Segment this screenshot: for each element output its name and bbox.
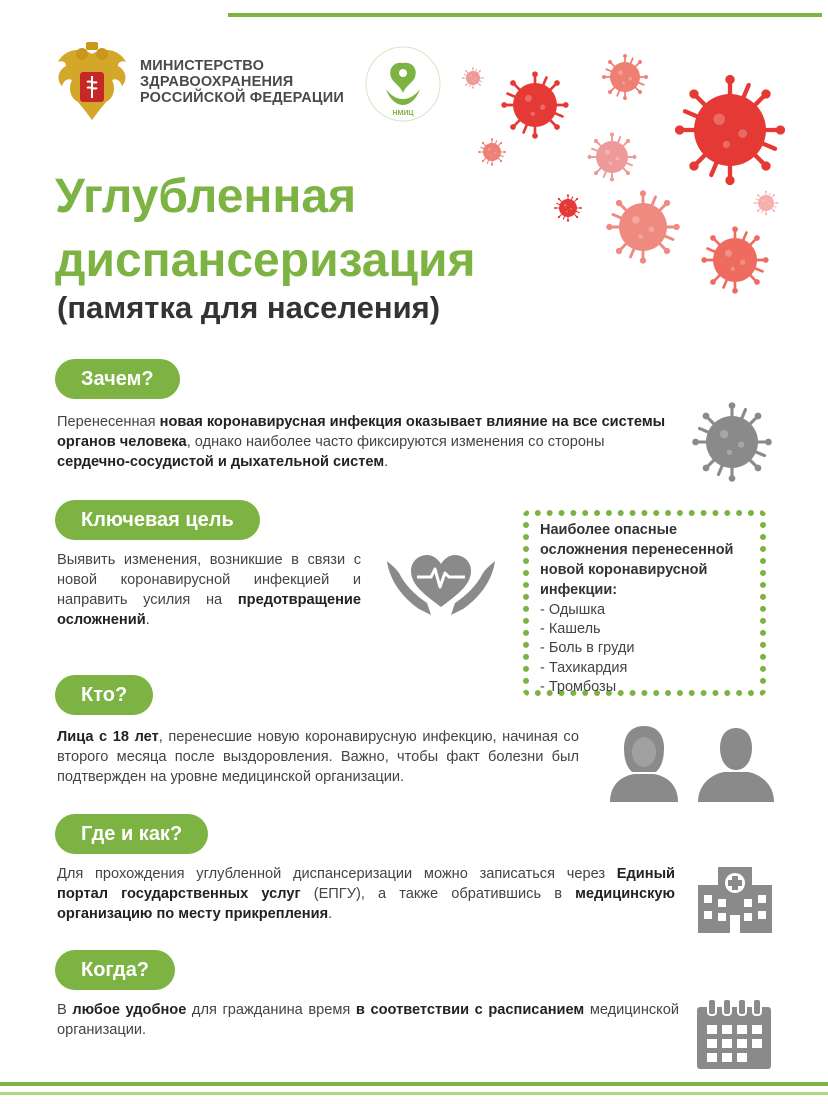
section-when-label: Когда? [55, 950, 175, 990]
text-segment: . [384, 454, 389, 470]
section-who-text [57, 727, 579, 787]
ministry-line: ЗДРАВООХРАНЕНИЯ [140, 74, 294, 90]
emphasized-text: любое удобное [72, 1002, 187, 1018]
section-when-text [57, 1000, 679, 1040]
list-item: - Тромбозы [540, 678, 634, 697]
text-segment: (ЕПГУ), а также обратившись в [300, 886, 576, 902]
text-segment: . [328, 906, 333, 922]
text-segment: , однако наиболее часто фиксируются изменения со стороны [186, 434, 605, 450]
complications-title: Наиболее опасные осложнения перенесенной новой коронавирусной инфекции: [540, 522, 734, 598]
section-goal-text [57, 550, 361, 630]
section-who-label: Кто? [55, 675, 153, 715]
ministry-name [140, 58, 344, 106]
section-where-label: Где и как? [55, 814, 208, 854]
section-where-text [57, 864, 675, 924]
text-segment: , перенесшие новую коронавирусную инфекцию, начиная со второго месяца после выздоровления. Важно, чтобы факт болезни был подтвержден на уровне медицинской организации. [57, 729, 580, 785]
ministry-line: РОССИЙСКОЙ ФЕДЕРАЦИИ [140, 90, 344, 106]
emphasized-text: в соответствии с расписанием [355, 1002, 585, 1018]
emphasized-text: новая коронавирусная инфекция оказывает влияние на все системы органов человека [57, 414, 666, 450]
bottom-divider [0, 1082, 828, 1086]
coronavirus-cluster [460, 45, 800, 305]
complications-list [540, 601, 634, 697]
coronavirus-icon [690, 400, 774, 484]
text-segment: Для прохождения углубленной диспансеризации можно записаться через [57, 866, 617, 882]
text-segment: для гражданина время [186, 1002, 356, 1018]
page-title [55, 165, 476, 293]
emphasized-text: медицинскую организацию по месту прикрепления [57, 886, 675, 922]
coat-of-arms-emblem [52, 40, 132, 124]
heart-in-hands-icon [385, 547, 497, 619]
top-divider [228, 13, 822, 17]
ministry-line: МИНИСТЕРСТВО [140, 58, 265, 74]
title-line: Углубленная [55, 170, 357, 223]
section-why-text [57, 412, 669, 472]
list-item: - Боль в груди [540, 639, 634, 658]
list-item: - Тахикардия [540, 659, 634, 678]
section-goal-label: Ключевая цель [55, 500, 260, 540]
page-subtitle: (памятка для населения) [57, 290, 441, 325]
hospital-icon [696, 865, 774, 933]
people-icon [608, 724, 776, 804]
emphasized-text: сердечно-сосудистой и дыхательной систем [57, 454, 385, 470]
text-segment: В [57, 1002, 73, 1018]
emphasized-text: Единый портал государственных услуг [57, 866, 675, 902]
emphasized-text: Лица с 18 лет [57, 729, 159, 745]
text-segment: Выявить изменения, возникшие в связи с новой коронавирусной инфекцией и направить усилия на [57, 552, 361, 608]
list-item: - Одышка [540, 601, 634, 620]
emphasized-text: предотвращение осложнений [57, 592, 361, 628]
text-segment: Перенесенная [57, 414, 160, 430]
bottom-divider-light [0, 1092, 828, 1095]
list-item: - Кашель [540, 620, 634, 639]
calendar-icon [695, 997, 773, 1071]
badge-text: НМИЦ [392, 110, 414, 117]
prevention-center-logo [364, 45, 442, 123]
title-line: диспансеризация [55, 234, 476, 287]
text-segment: медицинской организации. [57, 1002, 679, 1038]
section-why-label: Зачем? [55, 359, 180, 399]
text-segment: . [145, 612, 150, 628]
